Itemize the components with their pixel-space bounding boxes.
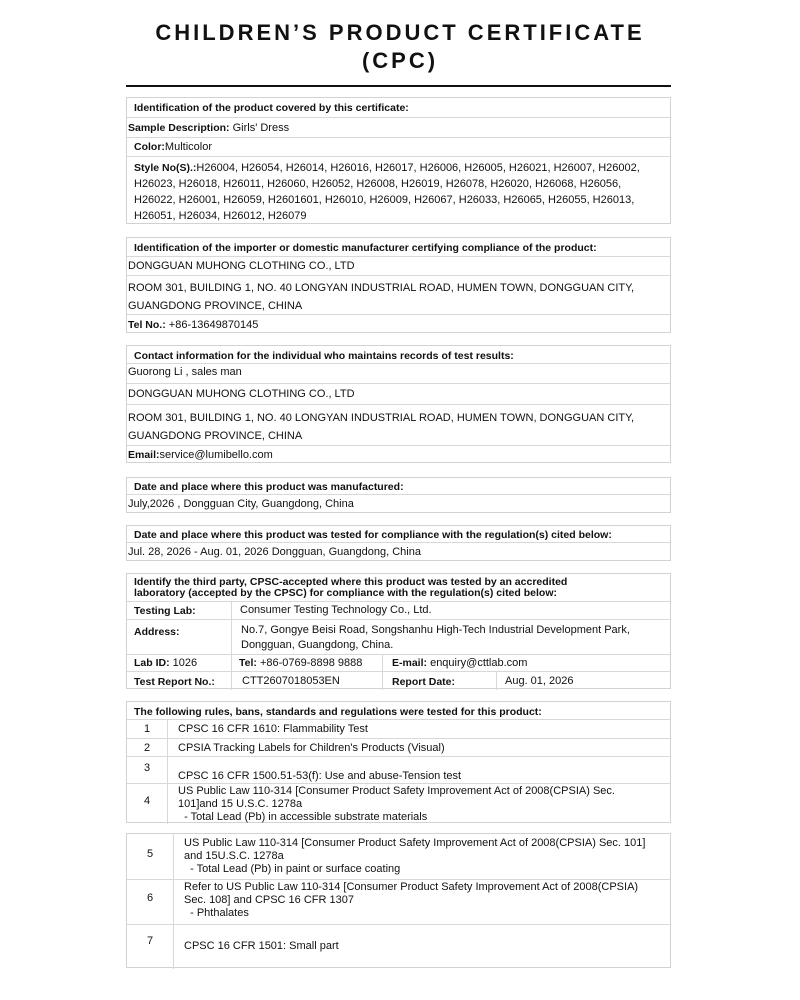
contact-address-line-1: ROOM 301, BUILDING 1, NO. 40 LONGYAN INDUSTRIAL ROAD, HUMEN TOWN, DONGGUAN CITY, — [128, 412, 635, 424]
product-section — [126, 97, 671, 224]
lab-address-line-1: No.7, Gongye Beisi Road, Songshanhu High-Tech Industrial Development Park, — [241, 624, 630, 636]
manufactured-value: July,2026 , Dongguan City, Guangdong, China — [128, 498, 354, 510]
lab-section — [126, 573, 671, 689]
rules-section — [126, 701, 671, 823]
product-header — [127, 98, 670, 118]
contact-person-row — [127, 364, 670, 384]
rule-text-2: CPSIA Tracking Labels for Children's Products (Visual) — [178, 742, 445, 754]
rules-section-continued — [126, 833, 671, 968]
rule-number-6: 6 — [127, 880, 174, 924]
importer-header — [127, 238, 670, 257]
contact-email-label: Email: — [128, 449, 160, 461]
rule-row-5 — [127, 834, 670, 880]
manufactured-value-row — [127, 495, 670, 514]
tested-header-text: Date and place where this product was tested for compliance with the regulation(s) cited below: — [134, 529, 612, 541]
rule-text-4 — [178, 784, 615, 824]
test-report-row — [127, 672, 670, 690]
importer-company: DONGGUAN MUHONG CLOTHING CO., LTD — [128, 260, 355, 272]
importer-address-row — [127, 276, 670, 315]
rule-text-7: CPSC 16 CFR 1501: Small part — [184, 940, 339, 952]
tested-value-row — [127, 543, 670, 562]
manufactured-header — [127, 478, 670, 495]
importer-tel-label: Tel No.: — [128, 319, 166, 331]
rule-text-4-line-3: - Total Lead (Pb) in accessible substrate materials — [178, 811, 428, 823]
rule-text-4-line-1: US Public Law 110-314 [Consumer Product Safety Improvement Act of 2008(CPSIA) Sec. — [178, 785, 615, 797]
sample-description-row — [127, 118, 670, 138]
rule-row-4 — [127, 784, 670, 824]
lab-header-line-2: laboratory (accepted by the CPSC) for compliance with the regulation(s) cited below: — [134, 587, 557, 599]
contact-address-line-2: GUANGDONG PROVINCE, CHINA — [128, 430, 303, 442]
rule-number-3: 3 — [127, 757, 168, 783]
color-row — [127, 138, 670, 157]
rule-number-4: 4 — [127, 784, 168, 824]
rule-text-5-line-1: US Public Law 110-314 [Consumer Product Safety Improvement Act of 2008(CPSIA) Sec. 101] — [184, 837, 646, 849]
rule-text-6 — [184, 880, 638, 924]
lab-header — [127, 574, 670, 602]
manufactured-section — [126, 477, 671, 513]
rule-number-1: 1 — [127, 720, 168, 738]
rule-number-2: 2 — [127, 739, 168, 756]
color-label: Color: — [134, 141, 165, 153]
importer-section — [126, 237, 671, 333]
rule-text-1: CPSC 16 CFR 1610: Flammability Test — [178, 723, 368, 735]
tested-section — [126, 525, 671, 561]
contact-company-row — [127, 384, 670, 405]
lab-address-row — [127, 620, 670, 655]
lab-address-label: Address: — [127, 620, 232, 654]
importer-tel-row — [127, 315, 670, 334]
lab-address-line-2: Dongguan, Guangdong, China. — [241, 639, 394, 651]
rule-text-5 — [184, 834, 645, 879]
contact-section — [126, 345, 671, 463]
style-line-2: H26023, H26018, H26011, H26060, H26052, H26008, H26019, H26078, H26020, H26068, H26056, — [134, 178, 622, 190]
certificate-subtitle: (CPC) — [361, 48, 439, 73]
importer-address-line-2: GUANGDONG PROVINCE, CHINA — [128, 300, 303, 312]
style-line-1: H26004, H26054, H26014, H26016, H26017, H26006, H26005, H26021, H26007, H26002, — [196, 162, 640, 174]
test-report-no-value: CTT2607018053EN — [232, 672, 383, 690]
lab-id-cell — [127, 655, 232, 671]
testing-lab-label: Testing Lab: — [127, 602, 232, 619]
rules-header-text: The following rules, bans, standards and regulations were tested for this product: — [134, 706, 542, 718]
lab-address-value — [241, 620, 630, 654]
rule-text-6-line-3: - Phthalates — [184, 907, 249, 919]
contact-email-row — [127, 446, 670, 464]
lab-tel-value: +86-0769-8898 9888 — [256, 657, 363, 669]
lab-email-value: enquiry@cttlab.com — [427, 657, 528, 669]
testing-lab-value: Consumer Testing Technology Co., Ltd. — [240, 604, 432, 616]
lab-email-label: E-mail: — [392, 657, 428, 669]
rule-text-3: CPSC 16 CFR 1500.51-53(f): Use and abuse-Tension test — [178, 770, 462, 782]
rule-row-1 — [127, 720, 670, 739]
rule-row-3 — [127, 757, 670, 784]
lab-tel-label: Tel: — [239, 657, 257, 669]
importer-company-row — [127, 257, 670, 276]
contact-header-text: Contact information for the individual who maintains records of test results: — [134, 350, 514, 362]
certificate-title: CHILDREN’S PRODUCT CERTIFICATE — [155, 20, 645, 45]
tested-value: Jul. 28, 2026 - Aug. 01, 2026 Dongguan, Guangdong, China — [128, 546, 421, 558]
style-numbers-label: Style No(S).: — [134, 162, 197, 174]
rule-text-5-line-2: and 15U.S.C. 1278a — [184, 850, 284, 862]
rule-text-4-line-2: 101]and 15 U.S.C. 1278a — [178, 798, 303, 810]
lab-header-line-1: Identify the third party, CPSC-accepted where this product was tested by an accredited — [134, 576, 568, 588]
lab-id-value: 1026 — [169, 657, 198, 669]
contact-person: Guorong Li , sales man — [128, 366, 242, 378]
test-report-no-label: Test Report No.: — [127, 672, 232, 690]
style-line-3: H26022, H26001, H26059, H2601601, H26010, H26009, H26067, H26033, H26065, H26055, H26013, — [134, 194, 635, 206]
rules-header — [127, 702, 670, 720]
rule-number-7: 7 — [127, 925, 174, 969]
report-date-value: Aug. 01, 2026 — [505, 675, 574, 687]
sample-description-value: Girls' Dress — [229, 122, 290, 134]
lab-tel-cell — [232, 655, 383, 671]
contact-address-row — [127, 405, 670, 446]
rule-row-6 — [127, 880, 670, 925]
sample-description-label: Sample Description: — [128, 122, 230, 134]
importer-header-text: Identification of the importer or domestic manufacturer certifying compliance of the product: — [134, 242, 597, 254]
color-value: Multicolor — [164, 141, 212, 153]
product-header-text: Identification of the product covered by this certificate: — [134, 102, 409, 114]
importer-tel-value: +86-13649870145 — [165, 319, 259, 331]
report-date-label: Report Date: — [383, 672, 497, 690]
style-numbers-row — [127, 157, 670, 225]
testing-lab-row — [127, 602, 670, 620]
rule-row-7 — [127, 925, 670, 969]
lab-email-cell — [383, 655, 527, 671]
rule-number-5: 5 — [127, 834, 174, 879]
manufactured-header-text: Date and place where this product was manufactured: — [134, 481, 404, 493]
style-line-4: H26051, H26034, H26012, H26079 — [134, 210, 307, 222]
contact-email-value: service@lumibello.com — [159, 449, 273, 461]
lab-id-label: Lab ID: — [134, 657, 170, 669]
rule-text-6-line-1: Refer to US Public Law 110-314 [Consumer Product Safety Improvement Act of 2008(CPSIA) — [184, 881, 639, 893]
importer-address-line-1: ROOM 301, BUILDING 1, NO. 40 LONGYAN INDUSTRIAL ROAD, HUMEN TOWN, DONGGUAN CITY, — [128, 282, 635, 294]
lab-id-row — [127, 655, 670, 672]
tested-header — [127, 526, 670, 543]
rule-text-6-line-2: Sec. 108] and CPSC 16 CFR 1307 — [184, 894, 354, 906]
contact-company: DONGGUAN MUHONG CLOTHING CO., LTD — [128, 388, 355, 400]
rule-text-5-line-3: - Total Lead (Pb) in paint or surface coating — [184, 863, 401, 875]
title-rule — [126, 85, 671, 87]
contact-header — [127, 346, 670, 364]
rule-row-2 — [127, 739, 670, 757]
